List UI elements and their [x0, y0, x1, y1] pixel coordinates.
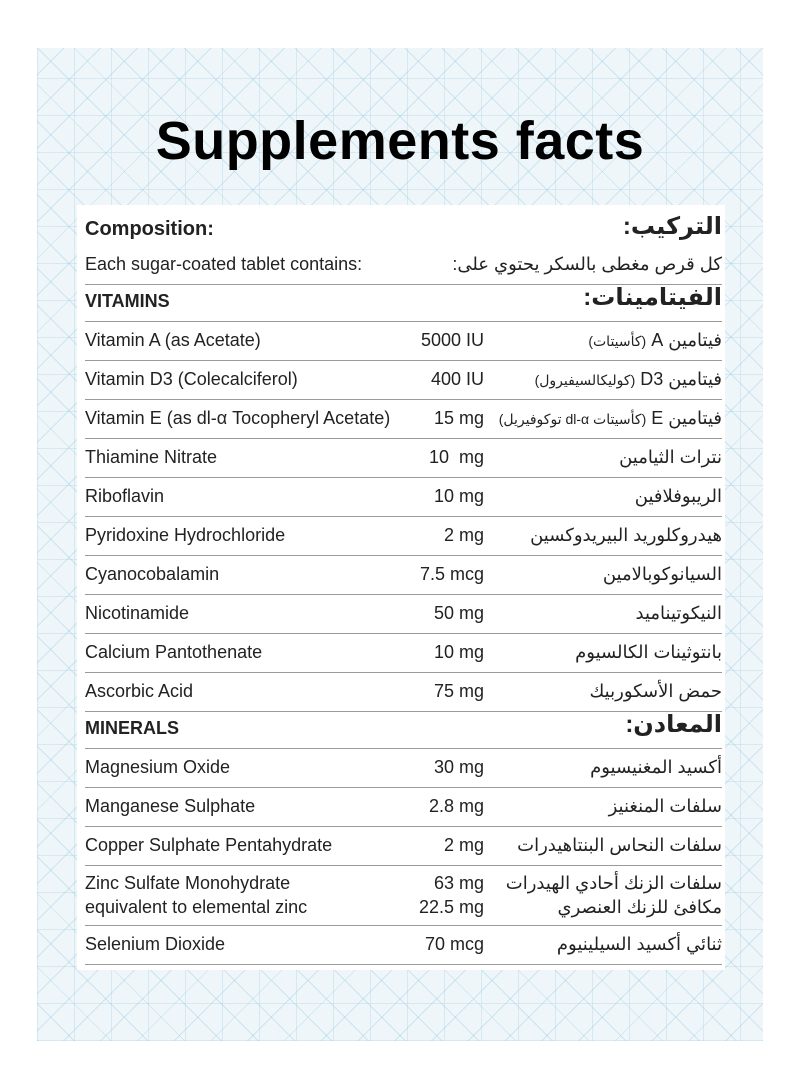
ingredient-name: Riboflavin	[85, 486, 165, 506]
facts-table	[85, 213, 722, 965]
ingredient-name-ar: فيتامين E (كأسيتات dl-α توكوفيريل)	[498, 408, 722, 428]
table-row	[85, 400, 722, 439]
ingredient-amount: 2.8 mg	[428, 796, 484, 816]
table-row	[85, 478, 722, 517]
table-row	[85, 595, 722, 634]
vitamins-header-row	[85, 285, 722, 322]
ingredient-name: Pyridoxine Hydrochloride	[85, 525, 286, 545]
table-row	[85, 361, 722, 400]
ingredient-name-ar: سلفات النحاس البنتاهيدرات	[517, 835, 722, 855]
table-row	[85, 827, 722, 866]
composition-sub-row	[85, 250, 722, 285]
composition-row	[85, 213, 722, 250]
ingredient-amount: 10 mg	[433, 486, 484, 506]
ingredient-name: Cyanocobalamin	[85, 564, 220, 584]
ingredient-name: Magnesium Oxide	[85, 757, 231, 777]
ingredient-amount: 15 mg	[433, 408, 484, 428]
table-row	[85, 634, 722, 673]
ingredient-amount: 2 mg	[443, 525, 484, 545]
ingredient-name-ar: بانتوثينات الكالسيوم	[575, 642, 722, 662]
table-row	[85, 788, 722, 827]
ingredient-name-ar: ثنائي أكسيد السيلينيوم	[556, 934, 722, 954]
ingredient-name: Vitamin E (as dl-α Tocopheryl Acetate)	[85, 408, 391, 428]
ingredient-amount: 5000 IU	[420, 330, 484, 350]
table-row	[85, 439, 722, 478]
ingredient-amount: 7.5 mcg	[419, 564, 484, 584]
ingredient-name-ar: السيانوكوبالامين	[602, 564, 722, 584]
ingredient-amount: 10 mg	[433, 642, 484, 662]
ingredient-name-ar: سلفات المنغنيز	[608, 796, 722, 816]
ingredient-name: Copper Sulphate Pentahydrate	[85, 835, 333, 855]
composition-sub-en: Each sugar-coated tablet contains:	[85, 254, 363, 274]
ingredient-name: Zinc Sulfate Monohydrate equivalent to elemental zinc	[85, 873, 308, 917]
vitamins-header-en: VITAMINS	[85, 291, 170, 311]
minerals-header-ar: المعادن:	[625, 711, 722, 738]
ingredient-name: Vitamin A (as Acetate)	[85, 330, 261, 350]
table-row	[85, 322, 722, 361]
ingredient-amount: 63 mg 22.5 mg	[418, 873, 484, 917]
ingredient-name-ar: سلفات الزنك أحادي الهيدرات مكافئ للزنك العنصري	[505, 873, 722, 917]
ingredient-amount: 70 mcg	[424, 934, 484, 954]
ingredient-name-ar: هيدروكلوريد البيريدوكسين	[530, 525, 722, 545]
table-row	[85, 517, 722, 556]
ingredient-amount: 30 mg	[433, 757, 484, 777]
ingredient-name: Selenium Dioxide	[85, 934, 226, 954]
ingredient-name-ar: نترات الثيامين	[619, 447, 722, 467]
composition-label-en: Composition:	[85, 218, 214, 240]
ingredient-name: Ascorbic Acid	[85, 681, 194, 701]
table-row	[85, 749, 722, 788]
ingredient-amount: 10 mg	[428, 447, 484, 467]
ingredient-name: Nicotinamide	[85, 603, 190, 623]
table-row	[85, 926, 722, 965]
ingredient-amount: 75 mg	[433, 681, 484, 701]
ingredient-name-ar: أكسيد المغنيسيوم	[590, 757, 722, 777]
table-row-zinc	[85, 866, 722, 926]
minerals-header-row	[85, 712, 722, 749]
ingredient-amount: 50 mg	[433, 603, 484, 623]
ingredient-name-ar: حمض الأسكوربيك	[589, 681, 722, 701]
ingredient-name-ar: فيتامين D3 (كوليكالسيفيرول)	[534, 369, 722, 389]
ingredient-name: Manganese Sulphate	[85, 796, 256, 816]
ingredient-amount: 2 mg	[443, 835, 484, 855]
table-row	[85, 556, 722, 595]
ingredient-name: Vitamin D3 (Colecalciferol)	[85, 369, 298, 389]
table-row	[85, 673, 722, 712]
ingredient-name-ar: الريبوفلافين	[634, 486, 722, 506]
ingredient-name: Calcium Pantothenate	[85, 642, 263, 662]
minerals-header-en: MINERALS	[85, 718, 179, 738]
composition-sub-ar: كل قرص مغطى بالسكر يحتوي على:	[452, 254, 722, 274]
ingredient-name-ar: فيتامين A (كأسيتات)	[588, 330, 722, 350]
ingredient-amount: 400 IU	[430, 369, 484, 389]
vitamins-header-ar: الفيتامينات:	[583, 284, 722, 311]
composition-label-ar: التركيب:	[622, 213, 722, 240]
page-title: Supplements facts	[155, 111, 645, 171]
ingredient-name: Thiamine Nitrate	[85, 447, 218, 467]
ingredient-name-ar: النيكوتيناميد	[635, 603, 722, 623]
